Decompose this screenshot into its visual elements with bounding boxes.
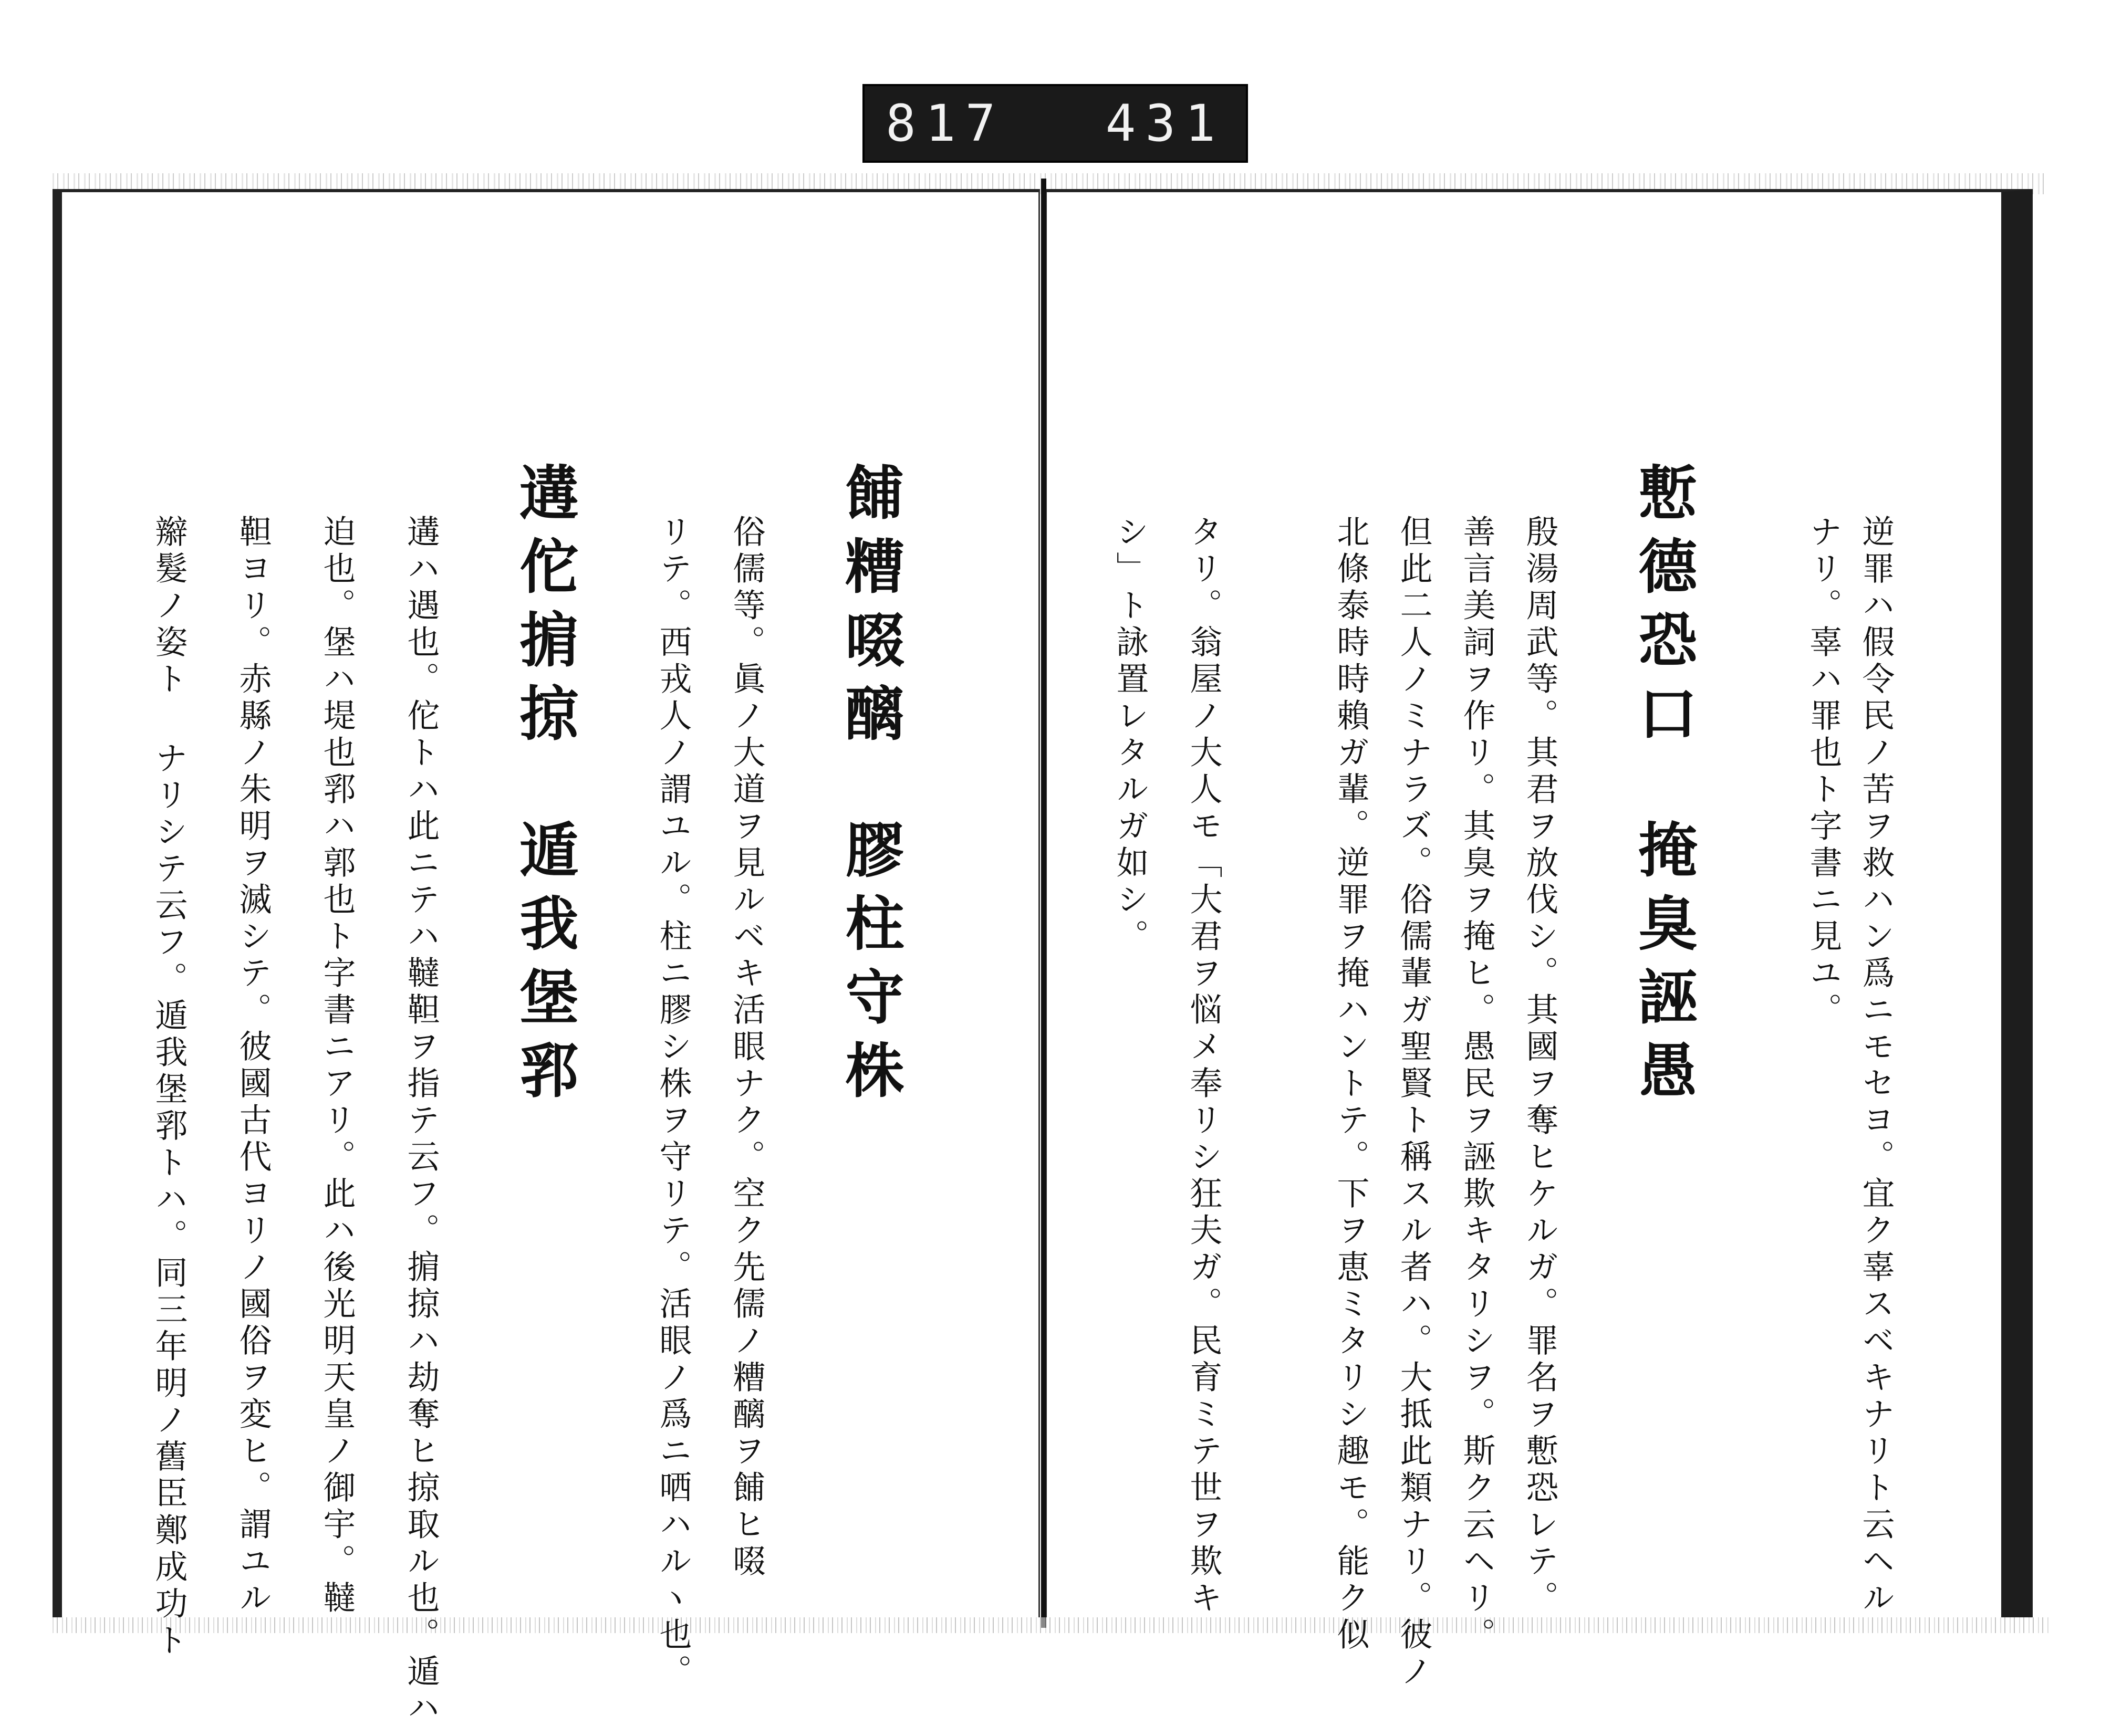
- left-heading2-col-2: 遁我堡郛: [510, 819, 579, 1113]
- right-body-line-6: シ」ト詠置レタルガ如シ。: [1111, 515, 1149, 956]
- scan-noise-bottom: [53, 1617, 2048, 1633]
- left-body2-line-1: 遘ハ遇也。佗トハ此ニテハ韃靼ヲ指テ云フ。掮掠ハ劫奪ヒ掠取ル也。遁ハ: [402, 515, 440, 1728]
- left-body2-line-3: 靼ヨリ。赤縣ノ朱明ヲ滅シテ。彼國古代ヨリノ國俗ヲ変ヒ。謂ユル: [234, 515, 272, 1617]
- right-body-line-4: 北條泰時時賴ガ輩。逆罪ヲ掩ハントテ。下ヲ恵ミタリシ趣モ。能ク似: [1332, 515, 1370, 1654]
- right-intro-line-2: ナリ。辜ハ罪也ト字書ニ見ユ。: [1804, 515, 1843, 1029]
- right-heading-col-2: 掩臭誣愚: [1629, 819, 1698, 1113]
- right-body-line-2: 善言美詞ヲ作リ。其臭ヲ掩ヒ。愚民ヲ誣欺キタリシヲ。斯ク云ヘリ。: [1458, 515, 1496, 1654]
- right-body-line-3: 但此二人ノミナラズ。俗儒輩ガ聖賢ト稱スル者ハ。大抵此類ナリ。彼ノ: [1395, 515, 1433, 1691]
- left-body1-line-2: リテ。西戎人ノ謂ユル。柱ニ膠シ株ヲ守リテ。活眼ノ爲ニ哂ハルヽ也。: [654, 515, 692, 1691]
- left-heading1-col-1: 餔糟啜醨: [836, 462, 904, 756]
- left-body2-line-2: 迫也。堡ハ堤也郛ハ郭也ト字書ニアリ。此ハ後光明天皇ノ御宇。韃: [318, 515, 356, 1617]
- right-intro-line-1: 逆罪ハ假令民ノ苦ヲ救ハン爲ニモセヨ。宜ク辜スベキナリト云ヘル: [1857, 515, 1895, 1617]
- left-body1-line-1: 俗儒等。眞ノ大道ヲ見ルベキ活眼ナク。空ク先儒ノ糟醨ヲ餔ヒ啜: [727, 515, 766, 1581]
- call-number-right: 431: [1105, 94, 1225, 153]
- right-heading-col-1: 慙德恐口: [1629, 462, 1698, 756]
- right-body-line-5: タリ。翁屋ノ大人モ「大君ヲ悩メ奉リシ狂夫ガ。民育ミテ世ヲ欺キ: [1184, 515, 1223, 1617]
- right-body-line-1: 殷湯周武等。其君ヲ放伐シ。其國ヲ奪ヒケルガ。罪名ヲ慙恐レテ。: [1521, 515, 1559, 1617]
- left-heading1-col-2: 膠柱守株: [836, 819, 904, 1113]
- book-spine: [1041, 179, 1046, 1628]
- scan-call-number-label: [862, 84, 1248, 163]
- left-body2-line-4: 辮髮ノ姿ト ナリシテ云フ。遁我堡郛トハ。同三年明ノ舊臣鄭成功ト: [150, 515, 188, 1660]
- call-number-left: 817: [886, 94, 1005, 153]
- left-heading2-col-1: 遘佗掮掠: [510, 462, 579, 756]
